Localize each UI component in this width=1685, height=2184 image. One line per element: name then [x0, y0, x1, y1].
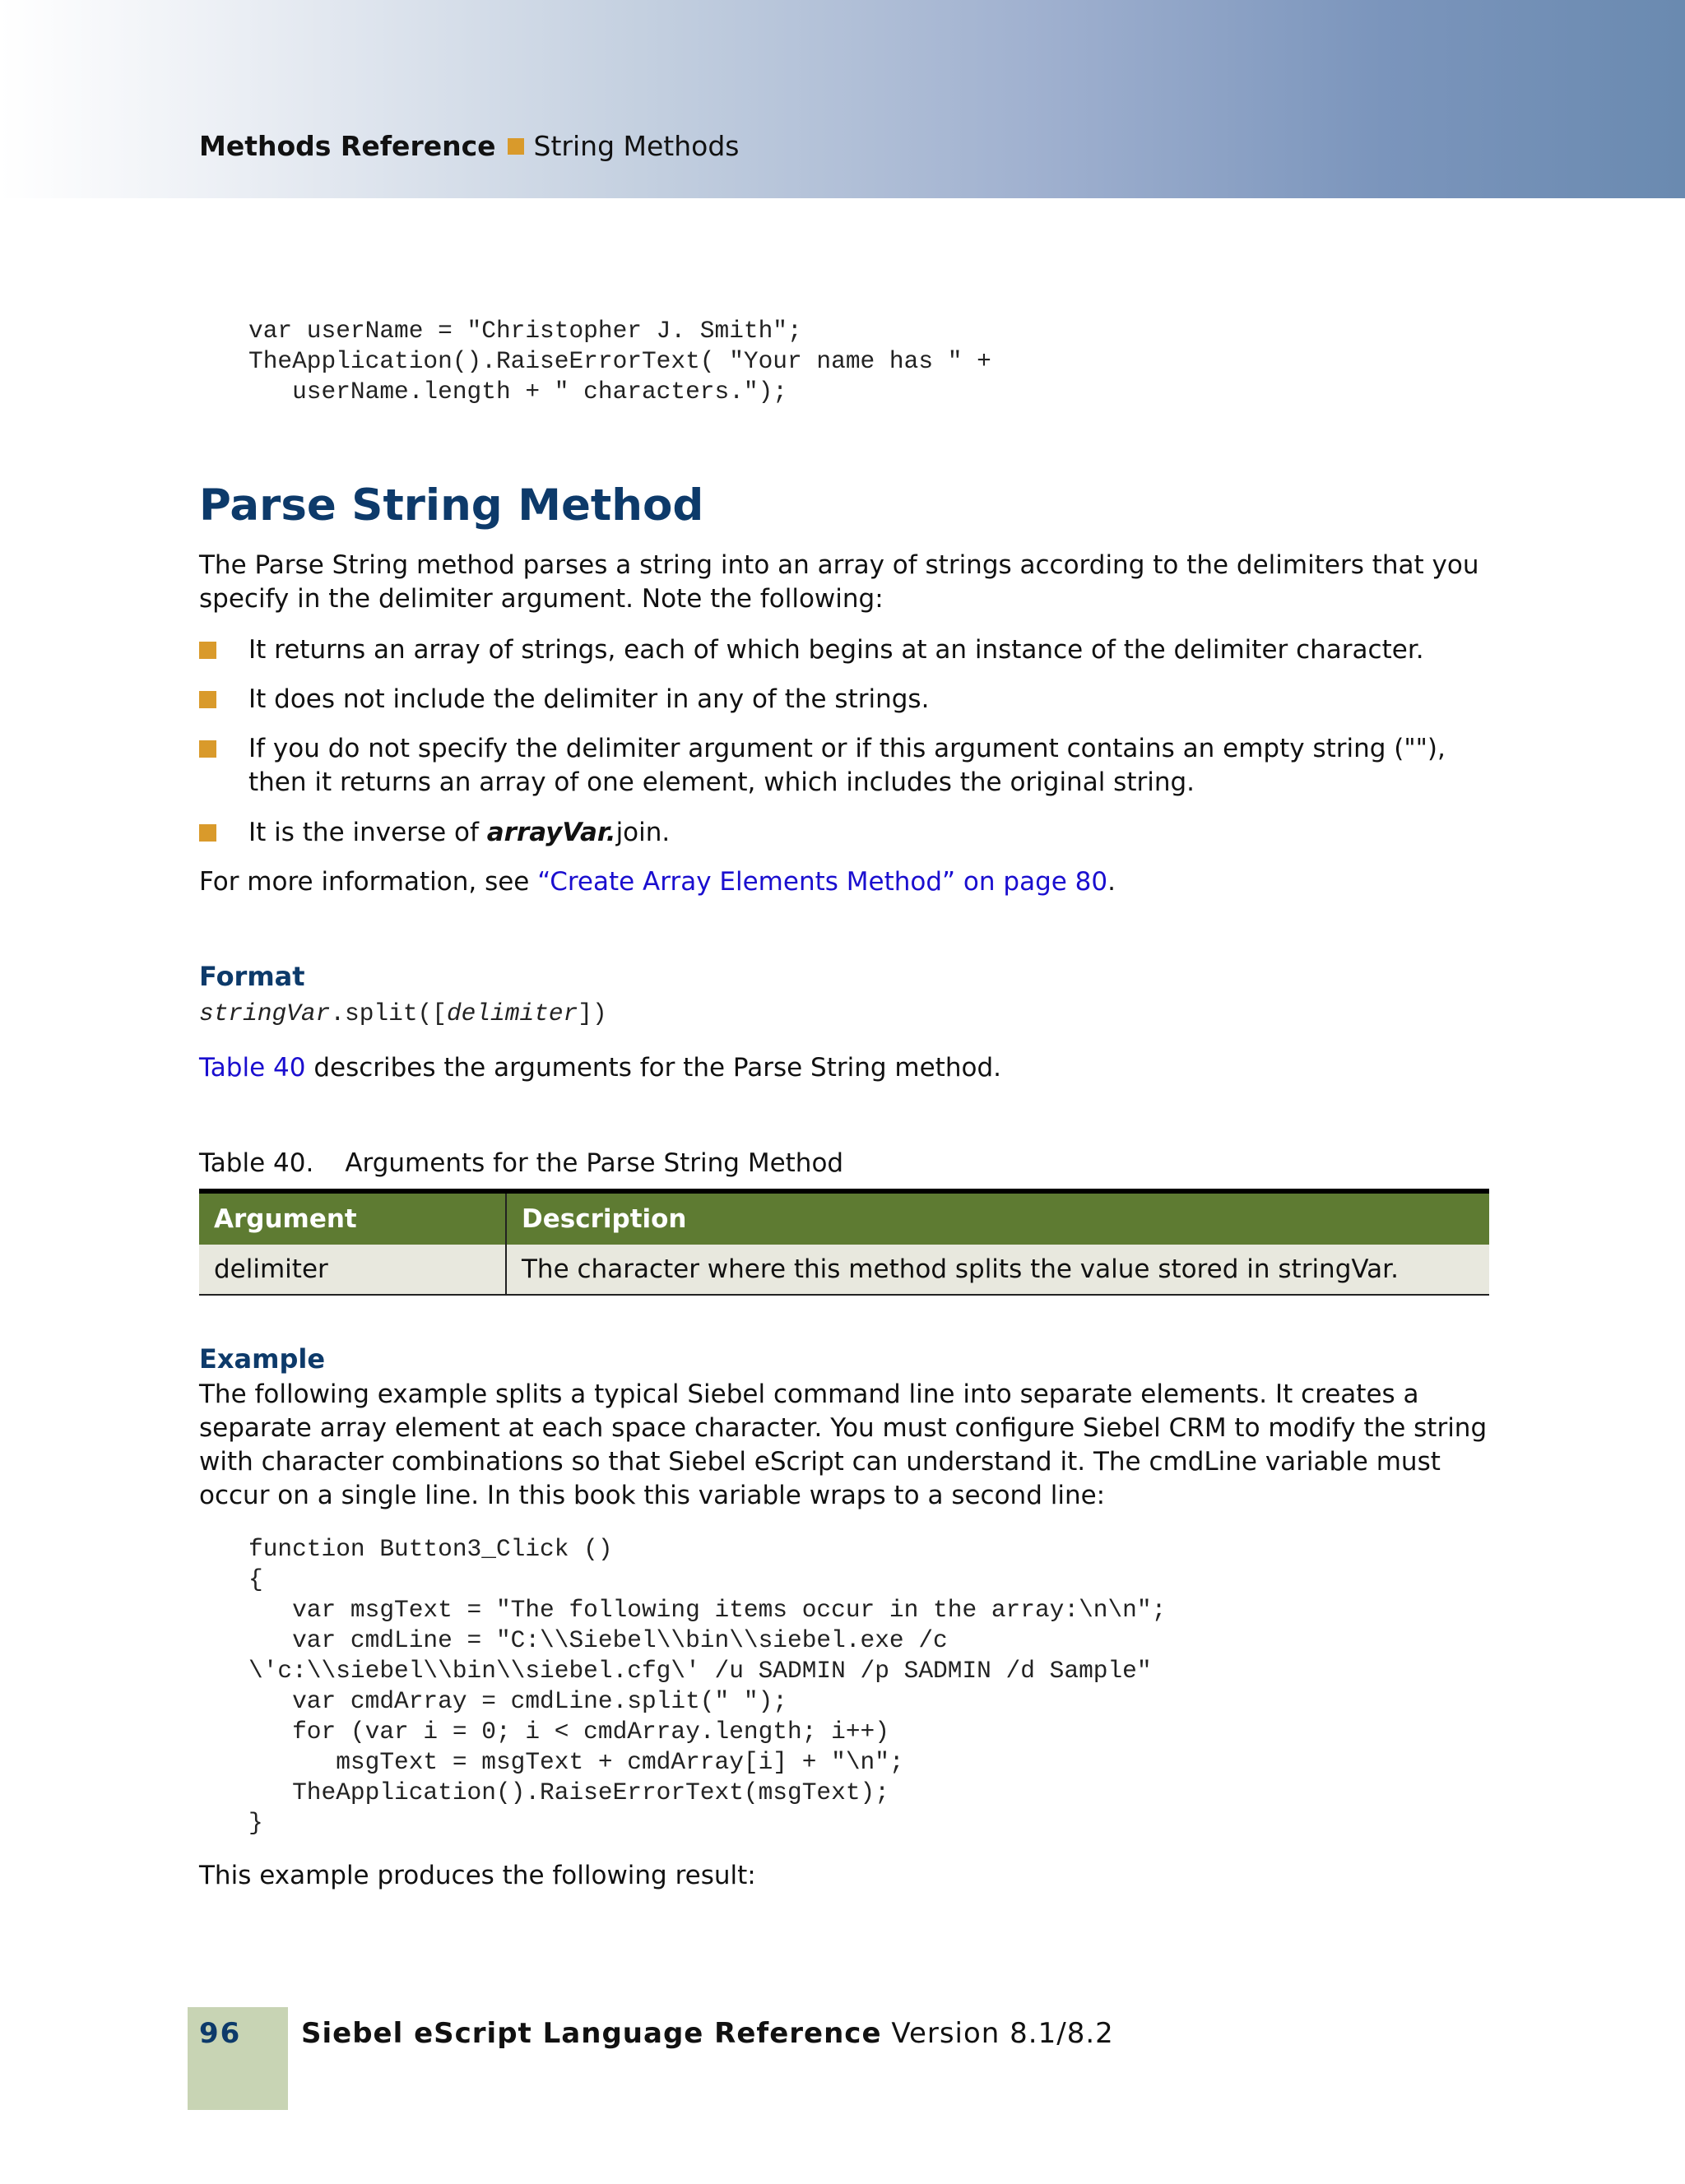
footer-book-title	[301, 2017, 1114, 2050]
format-method: .split([	[330, 999, 447, 1027]
table-caption	[199, 1147, 843, 1180]
bullet-text: It returns an array of strings, each of which begins at an instance of the delimiter character.	[248, 635, 1424, 665]
example-heading: Example	[199, 1343, 326, 1375]
table-ref-paragraph	[199, 1051, 1499, 1085]
header-subsection: String Methods	[533, 130, 740, 162]
format-var: stringVar	[199, 999, 331, 1027]
example-code-block: function Button3_Click () { var msgText = "The following items occur in the array:\n\n"; var cmdLine = "C:\\Siebel\\bin\\siebel.exe /c \'c:\\siebel\\bin\\siebel.cfg\' /u SADMIN /p SADMIN /d Sample" var cmdArray = cmdLine.split(" "); for (var i = 0; i < cmdArray.length; i++) msgText = msgText + cmdArray[i] + "\n"; TheApplication().RaiseErrorText(msgText); }	[248, 1535, 1167, 1837]
page-number: 96	[199, 2017, 242, 2050]
table-cell-description: The character where this method splits the value stored in stringVar.	[506, 1245, 1489, 1295]
bullet-item	[199, 816, 1499, 850]
intro-code-block: var userName = "Christopher J. Smith"; TheApplication().RaiseErrorText( "Your name has " + userName.length + " characters.");	[248, 317, 991, 406]
book-title: Siebel eScript Language Reference	[301, 2017, 882, 2050]
bullet-square-icon	[199, 740, 216, 758]
bullet-item	[199, 732, 1499, 800]
column-header-argument: Argument	[199, 1191, 506, 1245]
caption-title: Arguments for the Parse String Method	[345, 1148, 844, 1178]
running-header	[199, 130, 739, 163]
create-array-link[interactable]: “Create Array Elements Method” on page 80	[537, 867, 1108, 897]
bullet-square-icon	[199, 691, 216, 708]
table-header-row	[199, 1191, 1489, 1245]
format-heading: Format	[199, 961, 305, 992]
header-square-icon	[508, 138, 524, 155]
bullet-text	[248, 816, 1499, 850]
book-version: Version 8.1/8.2	[891, 2017, 1114, 2050]
table-ref-text: describes the arguments for the Parse String method.	[305, 1053, 1001, 1083]
more-info-prefix: For more information, see	[199, 867, 538, 897]
bullet-item	[199, 633, 1499, 667]
bullet-square-icon	[199, 824, 216, 842]
table-cell-argument: delimiter	[199, 1245, 506, 1295]
example-paragraph: The following example splits a typical Siebel command line into separate elements. It creates a separate array element at each space character. You must configure Siebel CRM to modify the string with character combinations so that Siebel eScript can understand it. The cmdLine variable must occur on a single line. In this book this variable wraps to a second line:	[199, 1379, 1488, 1510]
bullet-text: If you do not specify the delimiter argument or if this argument contains an empty string (""), then it returns an array of one element, which includes the original string.	[248, 734, 1446, 797]
header-band	[0, 0, 1685, 198]
caption-label: Table 40.	[199, 1148, 314, 1178]
bullet-inverse-prefix: It is the inverse of	[248, 818, 487, 847]
arguments-table	[199, 1189, 1489, 1296]
format-close: ])	[578, 999, 607, 1027]
bullet-square-icon	[199, 642, 216, 659]
bullet-inverse-suffix: join.	[615, 818, 671, 847]
result-paragraph: This example produces the following result:	[199, 1861, 756, 1890]
more-info-paragraph	[199, 865, 1499, 899]
header-section: Methods Reference	[199, 130, 496, 162]
column-header-description: Description	[506, 1191, 1489, 1245]
bullet-text: It does not include the delimiter in any of the strings.	[248, 684, 930, 714]
more-info-suffix: .	[1107, 867, 1116, 897]
section-heading: Parse String Method	[199, 480, 704, 531]
arrayvar-term: arrayVar.	[486, 818, 616, 847]
format-arg: delimiter	[446, 999, 578, 1027]
table-40-link[interactable]: Table 40	[199, 1053, 306, 1083]
format-syntax	[199, 999, 607, 1028]
table-row	[199, 1245, 1489, 1295]
bullet-item	[199, 683, 1499, 716]
description-paragraph: The Parse String method parses a string into an array of strings according to the delimiters that you specify in the delimiter argument. Note the following:	[199, 550, 1479, 614]
